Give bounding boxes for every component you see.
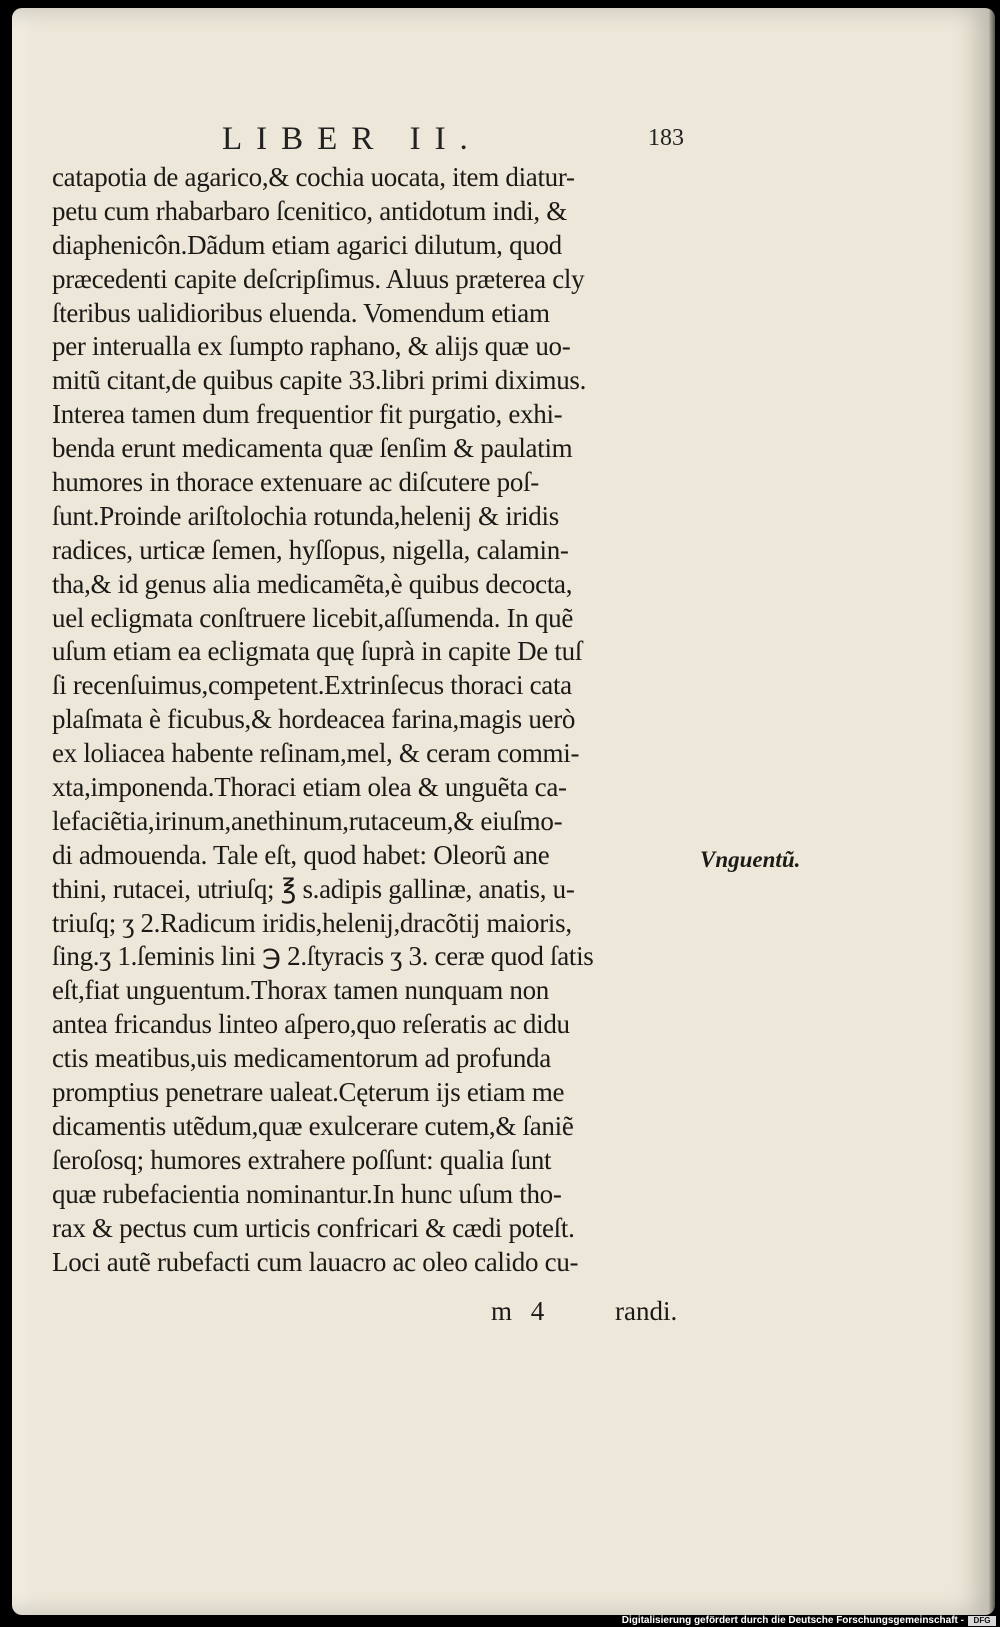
text-line: petu cum rhabarbaro ſcenitico, antidotum indi, & bbox=[52, 195, 567, 226]
text-line: diaphenicôn.Dãdum etiam agarici dilutum, quod bbox=[52, 229, 562, 260]
text-line: rax & pectus cum urticis confricari & cædi poteſt. bbox=[52, 1212, 575, 1243]
text-line: ſunt.Proinde ariſtolochia rotunda,helenij & iridis bbox=[52, 500, 559, 531]
text-line: catapotia de agarico,& cochia uocata, item diatur- bbox=[52, 162, 575, 192]
text-line: ſeroſosq; humores extrahere poſſunt: qualia ſunt bbox=[52, 1144, 552, 1175]
text-line: thini, rutacei, utriuſq; ℥ s.adipis gallinæ, anatis, u- bbox=[52, 873, 575, 904]
dfg-logo: DFG bbox=[968, 1616, 996, 1626]
text-line: di admouenda. Tale eſt, quod habet: Oleorũ ane bbox=[52, 839, 550, 870]
body-text bbox=[52, 161, 702, 1279]
text-line: benda erunt medicamenta quæ ſenſim & paulatim bbox=[52, 433, 573, 464]
text-line: antea fricandus linteo aſpero,quo reſeratis ac didu bbox=[52, 1009, 570, 1040]
text-line: ctis meatibus,uis medicamentorum ad profunda bbox=[52, 1043, 551, 1074]
credit-bar bbox=[0, 1615, 1000, 1627]
text-line: præcedenti capite deſcripſimus. Aluus præterea cly bbox=[52, 263, 585, 294]
text-line: radices, urticæ ſemen, hyſſopus, nigella, calamin- bbox=[52, 534, 569, 565]
text-line: dicamentis utẽdum,quæ exulcerare cutem,& ſaniẽ bbox=[52, 1110, 574, 1141]
marginal-note: Vnguentũ. bbox=[700, 847, 801, 872]
text-line: tha,& id genus alia medicamẽta,è quibus decocta, bbox=[52, 568, 573, 599]
text-line: ſing.ʒ 1.ſeminis lini ℈ 2.ſtyracis ʒ 3. ceræ quod ſatis bbox=[52, 941, 594, 972]
text-line: triuſq; ʒ 2.Radicum iridis,helenij,dracõtij maioris, bbox=[52, 907, 572, 938]
text-line: promptius penetrare ualeat.Cęterum ijs etiam me bbox=[52, 1077, 565, 1108]
page-number: 183 bbox=[648, 125, 684, 151]
text-line: uſum etiam ea ecligmata quę ſuprà in capite De tuſ bbox=[52, 636, 583, 667]
text-line: Loci autẽ rubefacti cum lauacro ac oleo calido cu- bbox=[52, 1246, 579, 1277]
text-line: per interualla ex ſumpto raphano, & alijs quæ uo- bbox=[52, 331, 571, 362]
signature-mark: m 4 bbox=[491, 1296, 551, 1326]
book-page bbox=[12, 8, 995, 1615]
text-line: xta,imponenda.Thoraci etiam olea & unguẽta ca- bbox=[52, 772, 567, 803]
running-head: LIBER II. bbox=[222, 121, 482, 157]
text-line: lefaciẽtia,irinum,anethinum,rutaceum,& eiuſmo- bbox=[52, 805, 563, 836]
text-line: quæ rubefacientia nominantur.In hunc uſum tho- bbox=[52, 1178, 562, 1209]
text-line: humores in thorace extenuare ac diſcutere poſ- bbox=[52, 467, 539, 498]
text-line: ſteribus ualidioribus eluenda. Vomendum etiam bbox=[52, 297, 550, 328]
text-line: uel ecligmata conſtruere licebit,aſſumenda. In quẽ bbox=[52, 602, 574, 633]
text-line: ex loliacea habente reſinam,mel, & ceram commi- bbox=[52, 738, 580, 769]
credit-text: Digitalisierung gefördert durch die Deutsche Forschungsgemeinschaft - bbox=[621, 1615, 964, 1626]
text-line: eſt,fiat unguentum.Thorax tamen nunquam non bbox=[52, 975, 549, 1006]
text-line: plaſmata è ficubus,& hordeacea farina,magis uerò bbox=[52, 704, 576, 735]
text-line: Interea tamen dum frequentior fit purgatio, exhi- bbox=[52, 399, 563, 430]
text-line: ſi recenſuimus,competent.Extrinſecus thoraci cata bbox=[52, 670, 572, 701]
text-line: mitũ citant,de quibus capite 33.libri primi diximus. bbox=[52, 365, 587, 396]
catchword: randi. bbox=[615, 1296, 678, 1326]
